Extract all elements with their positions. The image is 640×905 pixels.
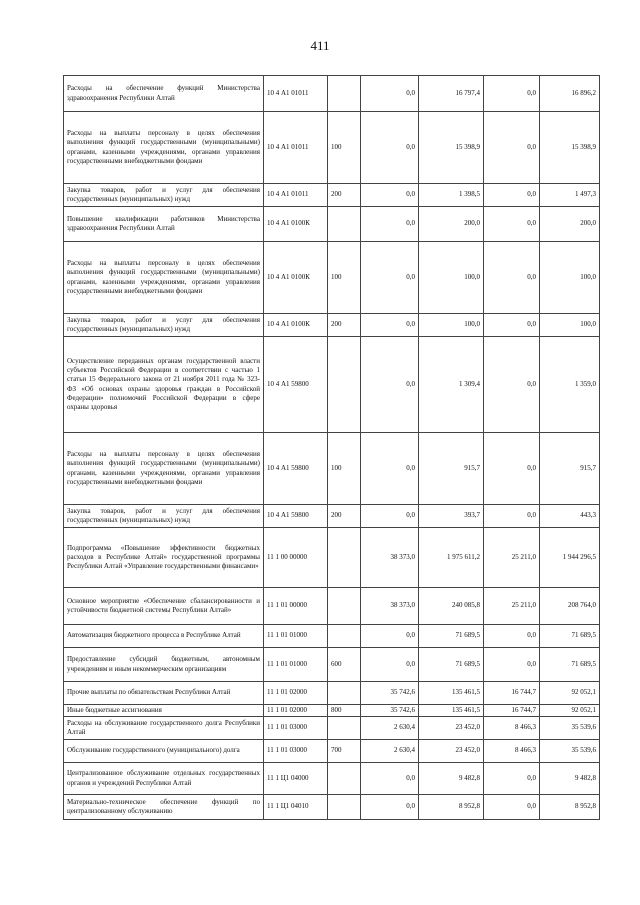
row-value-3: 16 744,7 [484,705,540,717]
row-code: 11 1 Ц1 04010 [264,795,328,820]
row-value-2: 393,7 [419,505,484,528]
row-expense-type [328,763,361,795]
row-value-4: 100,0 [540,242,600,314]
row-value-4: 16 896,2 [540,76,600,112]
row-code: 10 4 А1 01011 [264,76,328,112]
row-value-1: 0,0 [361,184,419,207]
row-value-2: 100,0 [419,314,484,337]
row-value-2: 1 975 611,2 [419,528,484,588]
row-value-3: 0,0 [484,207,540,242]
row-name: Осуществление переданных органам государственной власти субъектов Российской Федерации в соответствии с частью 1 статьи 15 Федерального закона от 21 ноября 2011 года № 323-ФЗ «Об основах охраны здоровья граждан в Российской Федерации» полномочий Российской Федерации в сфере охраны здоровья [64,337,264,433]
row-value-3: 8 466,3 [484,717,540,740]
table-row [64,648,600,682]
row-value-4: 915,7 [540,433,600,505]
row-expense-type [328,76,361,112]
row-code: 11 1 01 03000 [264,740,328,763]
row-value-4: 1 497,3 [540,184,600,207]
table-row [64,705,600,717]
table-row [64,588,600,625]
row-name: Автоматизация бюджетного процесса в Республике Алтай [64,625,264,648]
row-value-3: 16 744,7 [484,682,540,705]
row-code: 11 1 01 02000 [264,682,328,705]
row-value-1: 0,0 [361,207,419,242]
table-body [64,76,600,820]
row-name: Прочие выплаты по обязательствам Республики Алтай [64,682,264,705]
row-expense-type [328,207,361,242]
row-value-2: 240 085,8 [419,588,484,625]
row-code: 11 1 Ц1 04000 [264,763,328,795]
row-name: Материально-техническое обеспечение функций по централизованному обслуживанию [64,795,264,820]
row-value-3: 0,0 [484,433,540,505]
row-value-1: 35 742,6 [361,705,419,717]
row-expense-type [328,528,361,588]
table-row [64,740,600,763]
table-row [64,433,600,505]
row-name: Основное мероприятие «Обеспечение сбалансированности и устойчивости бюджетной системы Республики Алтай» [64,588,264,625]
row-name: Предоставление субсидий бюджетным, автономным учреждениям и иным некоммерческим организациям [64,648,264,682]
row-expense-type [328,588,361,625]
row-value-2: 71 689,5 [419,648,484,682]
row-value-1: 0,0 [361,314,419,337]
row-value-4: 200,0 [540,207,600,242]
row-value-4: 35 539,6 [540,717,600,740]
row-name: Подпрограмма «Повышение эффективности бюджетных расходов в Республике Алтай» государственной программы Республики Алтай «Управление государственными финансами» [64,528,264,588]
row-value-2: 23 452,0 [419,740,484,763]
table-row [64,528,600,588]
row-expense-type [328,795,361,820]
row-value-4: 100,0 [540,314,600,337]
row-name: Расходы на обслуживание государственного долга Республики Алтай [64,717,264,740]
row-name: Расходы на выплаты персоналу в целях обеспечения выполнения функций государственными (муниципальными) органами, казенными учреждениями, органами управления государственными внебюджетными фондами [64,433,264,505]
row-value-4: 71 689,5 [540,648,600,682]
row-value-3: 0,0 [484,76,540,112]
table-row [64,337,600,433]
row-expense-type [328,337,361,433]
row-value-1: 0,0 [361,795,419,820]
table-row [64,763,600,795]
row-value-1: 0,0 [361,433,419,505]
table-row [64,112,600,184]
row-expense-type: 100 [328,433,361,505]
row-expense-type: 100 [328,112,361,184]
row-value-1: 0,0 [361,763,419,795]
table-row [64,314,600,337]
row-name: Закупка товаров, работ и услуг для обеспечения государственных (муниципальных) нужд [64,184,264,207]
row-value-1: 0,0 [361,76,419,112]
row-value-3: 0,0 [484,242,540,314]
page-number: 411 [310,38,330,53]
row-expense-type: 600 [328,648,361,682]
row-value-2: 8 952,8 [419,795,484,820]
row-expense-type: 200 [328,314,361,337]
row-name: Централизованное обслуживание отдельных государственных органов и учреждений Республики Алтай [64,763,264,795]
row-name: Обслуживание государственного (муниципального) долга [64,740,264,763]
row-value-1: 2 630,4 [361,717,419,740]
row-value-2: 100,0 [419,242,484,314]
row-value-3: 0,0 [484,314,540,337]
row-code: 10 4 А1 59800 [264,337,328,433]
row-value-4: 8 952,8 [540,795,600,820]
row-expense-type [328,717,361,740]
row-value-2: 9 482,8 [419,763,484,795]
row-value-3: 25 211,0 [484,528,540,588]
row-value-1: 0,0 [361,505,419,528]
row-value-2: 1 398,5 [419,184,484,207]
row-value-2: 23 452,0 [419,717,484,740]
row-expense-type: 800 [328,705,361,717]
row-expense-type: 200 [328,184,361,207]
row-value-4: 9 482,8 [540,763,600,795]
row-name: Расходы на выплаты персоналу в целях обеспечения выполнения функций государственными (муниципальными) органами, казенными учреждениями, органами управления государственными внебюджетными фондами [64,242,264,314]
row-expense-type: 200 [328,505,361,528]
row-name: Закупка товаров, работ и услуг для обеспечения государственных (муниципальных) нужд [64,505,264,528]
row-value-2: 71 689,5 [419,625,484,648]
row-value-3: 0,0 [484,763,540,795]
row-expense-type: 100 [328,242,361,314]
row-value-4: 35 539,6 [540,740,600,763]
row-value-1: 0,0 [361,112,419,184]
table-row [64,505,600,528]
row-code: 10 4 А1 0100К [264,242,328,314]
row-value-3: 25 211,0 [484,588,540,625]
table-row [64,207,600,242]
row-expense-type [328,682,361,705]
row-code: 11 1 00 00000 [264,528,328,588]
row-value-3: 0,0 [484,184,540,207]
row-value-4: 92 052,1 [540,682,600,705]
row-value-2: 1 309,4 [419,337,484,433]
table-row [64,717,600,740]
table-row [64,76,600,112]
row-value-1: 2 630,4 [361,740,419,763]
row-value-1: 0,0 [361,337,419,433]
row-value-2: 135 461,5 [419,682,484,705]
row-value-2: 200,0 [419,207,484,242]
table-row [64,625,600,648]
row-value-2: 16 797,4 [419,76,484,112]
row-value-4: 71 689,5 [540,625,600,648]
row-value-3: 0,0 [484,795,540,820]
row-value-3: 0,0 [484,112,540,184]
row-value-1: 0,0 [361,648,419,682]
row-name: Иные бюджетные ассигнования [64,705,264,717]
row-value-3: 8 466,3 [484,740,540,763]
row-code: 10 4 А1 01011 [264,184,328,207]
row-value-3: 0,0 [484,505,540,528]
row-value-3: 0,0 [484,648,540,682]
budget-table [63,75,600,820]
row-code: 11 1 01 01000 [264,625,328,648]
row-value-1: 0,0 [361,242,419,314]
row-value-4: 1 944 296,5 [540,528,600,588]
row-code: 10 4 А1 59800 [264,505,328,528]
row-expense-type [328,625,361,648]
row-value-1: 35 742,6 [361,682,419,705]
row-code: 10 4 А1 0100К [264,314,328,337]
row-value-4: 208 764,0 [540,588,600,625]
row-code: 10 4 А1 01011 [264,112,328,184]
row-value-3: 0,0 [484,337,540,433]
row-name: Закупка товаров, работ и услуг для обеспечения государственных (муниципальных) нужд [64,314,264,337]
row-code: 11 1 01 03000 [264,717,328,740]
row-value-4: 443,3 [540,505,600,528]
row-name: Расходы на выплаты персоналу в целях обеспечения выполнения функций государственными (муниципальными) органами, казенными учреждениями, органами управления государственными внебюджетными фондами [64,112,264,184]
row-code: 10 4 А1 0100К [264,207,328,242]
table-row [64,795,600,820]
row-value-2: 135 461,5 [419,705,484,717]
table-row [64,242,600,314]
row-code: 11 1 01 02000 [264,705,328,717]
row-code: 11 1 01 00000 [264,588,328,625]
row-value-4: 15 398,9 [540,112,600,184]
row-value-2: 915,7 [419,433,484,505]
row-expense-type: 700 [328,740,361,763]
row-value-2: 15 398,9 [419,112,484,184]
row-value-1: 0,0 [361,625,419,648]
table-row [64,682,600,705]
row-name: Расходы на обеспечение функций Министерства здравоохранения Республики Алтай [64,76,264,112]
row-value-4: 92 052,1 [540,705,600,717]
row-code: 10 4 А1 59800 [264,433,328,505]
table-row [64,184,600,207]
row-code: 11 1 01 01000 [264,648,328,682]
row-value-1: 38 373,0 [361,588,419,625]
row-value-4: 1 359,0 [540,337,600,433]
row-value-3: 0,0 [484,625,540,648]
row-name: Повышение квалификации работников Министерства здравоохранения Республики Алтай [64,207,264,242]
row-value-1: 38 373,0 [361,528,419,588]
